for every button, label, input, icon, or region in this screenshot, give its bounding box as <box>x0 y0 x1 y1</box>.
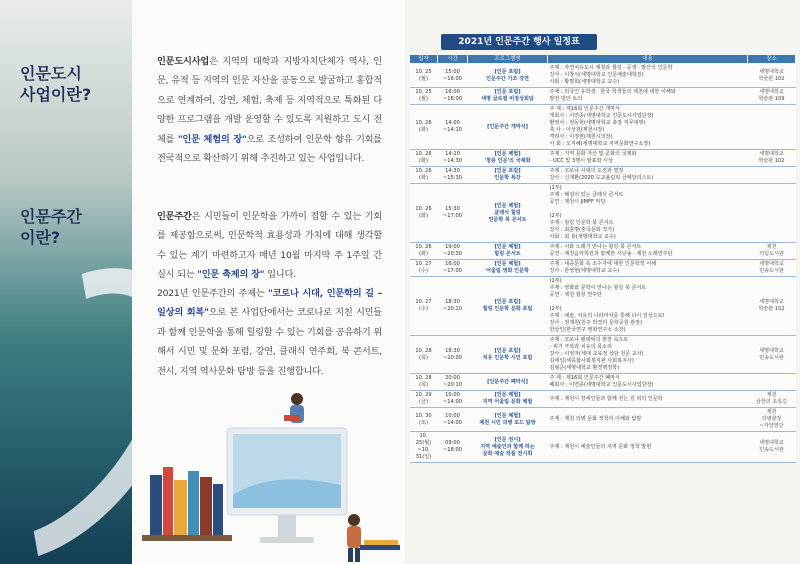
paragraph-text: 은 지역의 대학과 지방자치단체가 역사, 인문, 유적 등 지역의 인문 자산을 공동으로 발굴하고 홍합적으로 연계하여, 강연, 체험, 축제 등 지역적으로 특화된 다양한 프로그램을 개발 운영할 수 있도록 지원하고 도시 전체를 <box>157 56 382 145</box>
venue-cell: 제천 의병광장 ~자양영당 <box>748 408 796 432</box>
time-cell: 14:10 ~14:30 <box>438 150 468 167</box>
table-row <box>410 408 796 432</box>
emphasis-text: "코로나 시대, 인문학의 길 –일상의 회복" <box>157 288 382 319</box>
book-stack-icon <box>142 467 232 541</box>
emphasis-text: "인문 체험의 장" <box>177 133 247 145</box>
header-content: 내용 <box>548 55 748 64</box>
paragraph-text: 2021년 인문주간의 주제는 <box>157 288 269 299</box>
date-cell: 10. 28 (목) <box>410 374 438 391</box>
paragraph-humanities-city <box>157 52 382 168</box>
table-row <box>410 105 796 150</box>
program-cell: [인문 전시] 지역 예술인과 함께 하는 문화 예술 작품 전시회 <box>468 432 548 463</box>
content-cell: (1부) 주제 : 해설이 있는 클래식 콘서트 공연 : 제천시 JIMFF 악단 (2부) 주제 : 힐링 인문학 북 콘서트 강사 : 최훈명(충국문화 작가) 사회 : 최 룡(세명대학교 교수) <box>548 184 748 243</box>
venue-cell <box>748 167 796 184</box>
standing-reader-icon <box>347 514 361 562</box>
date-cell: 10. 30 (토) <box>410 408 438 432</box>
program-cell: [인문주간 폐막식] <box>468 374 548 391</box>
decorative-swoosh <box>0 222 132 564</box>
header-program: 프로그램명 <box>468 55 548 64</box>
venue-cell: 세명대학교 학술관 102 <box>748 277 796 336</box>
program-cell: [인문 체험] 어울림 영화 인문학 <box>468 260 548 277</box>
venue-cell: 세명대학교 민송도서관 <box>748 336 796 374</box>
time-cell: 20:00 ~20:10 <box>438 374 468 391</box>
table-row <box>410 184 796 243</box>
table-row <box>410 336 796 374</box>
content-cell: 주제 : 제천시 장애인들과 함께 걷는 길 위의 인문학 <box>548 391 748 408</box>
date-cell: 10. 25(월) ~10. 31(일) <box>410 432 438 463</box>
table-row <box>410 432 796 463</box>
time-cell: 14:30 ~15:30 <box>438 167 468 184</box>
venue-cell <box>748 374 796 391</box>
content-cell: 주제 : 지역 문화 자산 및 문화의 국제화 - UCC 및 3행시 발표와 시상 <box>548 150 748 167</box>
time-cell: 16:00 ~18:00 <box>438 88 468 105</box>
date-cell: 10. 26 (화) <box>410 105 438 150</box>
sidebar <box>0 0 132 564</box>
date-cell: 10. 26 (화) <box>410 150 438 167</box>
venue-cell: 세명대학교 민송도서관 <box>748 260 796 277</box>
table-row <box>410 374 796 391</box>
program-cell: [인문 체험] 힐링 콘서트 <box>468 243 548 260</box>
table-row <box>410 260 796 277</box>
date-cell: 10. 25 (월) <box>410 64 438 88</box>
time-cell: 15:30 ~17:00 <box>438 184 468 243</box>
time-cell: 19:00 ~20:30 <box>438 243 468 260</box>
desk-books-icon <box>360 540 400 550</box>
paragraph-text: 으로 조성하여 인문학 향유 기회를 전국적으로 확산하기 위해 추진하고 있는 사업입니다. <box>157 133 382 165</box>
venue-cell: 세명대학교 학술관 109 <box>748 88 796 105</box>
header-date: 일자 <box>410 55 438 64</box>
table-row <box>410 64 796 88</box>
table-row <box>410 167 796 184</box>
program-cell: [인문 포럼] 세명 글로컬 비정상회담 <box>468 88 548 105</box>
schedule-panel <box>405 0 800 564</box>
program-cell: [인문 체험] 제천 시민 의병 로드 탐방 <box>468 408 548 432</box>
program-cell: [인문 체험] 클래식 힐링 인문학 북 콘서트 <box>468 184 548 243</box>
time-cell: 15:00 ~16:00 <box>438 64 468 88</box>
program-cell: [인문주간 개막식] <box>468 105 548 150</box>
venue-cell: 제천 삼한의 초록길 <box>748 391 796 408</box>
venue-cell: 세명대학교 학술관 102 <box>748 150 796 167</box>
date-cell: 10. 27 (수) <box>410 260 438 277</box>
venue-cell <box>748 184 796 243</box>
time-cell: 18:30 ~20:10 <box>438 277 468 336</box>
date-cell: 10. 26 (화) <box>410 184 438 243</box>
time-cell: 09:00 ~18:00 <box>438 432 468 463</box>
content-cell: 주제 : 코로나 시대의 도전과 열정 강사 : 신재환(2020 도교올림픽 금메달리스트) <box>548 167 748 184</box>
content-cell: 주제 : 제천 의병 문화 정착의 이해와 탐방 <box>548 408 748 432</box>
table-row <box>410 391 796 408</box>
content-cell: 주제 : 외국인 유학생 · 한국 학생들의 제천에 대한 이해와 발전 방안 토의 <box>548 88 748 105</box>
paragraph-2021-theme <box>157 284 382 381</box>
time-cell: 14:00 ~14:10 <box>438 105 468 150</box>
venue-cell <box>748 105 796 150</box>
program-cell: [인문 포럼] 힐링 인문학 문화 포럼 <box>468 277 548 336</box>
content-cell: 주 제 : 제16회 인문주간 폐막식 폐회사 : 이연종(세명대학교 인문도시사업단장) <box>548 374 748 391</box>
program-cell: [인문 포럼] 인문주간 기조 강연 <box>468 64 548 88</box>
time-cell: 18:30 ~20:00 <box>438 336 468 374</box>
content-cell: 주제 : 대중문화 속 소수자에 대한 인문학적 이해 강사 : 한영현(세명대학교 교수) <box>548 260 748 277</box>
paragraph-humanities-week <box>157 207 382 285</box>
content-cell: 주제 : 자연치유도시 제천과 힐링 · 공생 · 발산의 인문학 강사 : 이창식(세명대학교 인문예술대학장) 사회 : 황명희(세명대학교 교수) <box>548 64 748 88</box>
date-cell: 10. 26 (화) <box>410 167 438 184</box>
content-cell: 주제 : 시와 노래가 만나는 힐링 북 콘서트 공연 : 제천음악학원과 함께한 시낭송 · 제천 노래연주단 <box>548 243 748 260</box>
content-cell: 주제 : 코로나 팬데믹의 현장 속으로 - 위기 극복과 치유의 목소리 강사 : 이영자(세대 교육정 상담 전문 교사) 김세일(세종합사회복지관 사회복지사) 김형준(세명대학교 환경행정학) <box>548 336 748 374</box>
venue-cell: 제천 의림도서관 <box>748 243 796 260</box>
term-humanities-city: 인문도시사업 <box>157 56 210 67</box>
paragraph-text: 은 시민들이 인문학을 가까이 접할 수 있는 기회를 제공함으로써, 인문학적 효용성과 가치에 대해 생각할 수 있는 계기 마련하고자 매년 10월 마지막 주 1주일 간 실시 되는 <box>157 211 382 281</box>
program-cell: [인문 체험] 지역 어울림 문화 체험 <box>468 391 548 408</box>
term-humanities-week: 인문주간 <box>157 211 192 222</box>
emphasis-text: "인문 축제의 장" <box>197 269 265 281</box>
date-cell: 10. 26 (화) <box>410 243 438 260</box>
content-cell: 주 제 : 제16회 인문주간 개막식 개회사 : 이연종(세명대학교 인문도시사업단장) 환영사 : 권동현(세명대학교 총장 직무대행) 축 사 : 이상천(제천시장) 격려사 : 이정현(제천시의장) 사 회 : 오지혜(세명대학교 지역문화연구소장) <box>548 105 748 150</box>
reader-figure-icon <box>284 393 304 423</box>
schedule-table <box>409 54 796 463</box>
program-cell: [인문 체험] '청풍 인문'의 국제화 <box>468 150 548 167</box>
section-title-humanities-city: 인문도시 사업이란? <box>20 64 92 104</box>
paragraph-text: 입니다. <box>264 269 296 281</box>
date-cell: 10. 29 (금) <box>410 391 438 408</box>
header-time: 시간 <box>438 55 468 64</box>
header-venue: 장소 <box>748 55 796 64</box>
intro-panel <box>132 0 405 564</box>
table-row <box>410 88 796 105</box>
date-cell: 10. 28 (목) <box>410 336 438 374</box>
venue-cell: 세명대학교 민송도서관 <box>748 432 796 463</box>
date-cell: 10. 27 (수) <box>410 277 438 336</box>
schedule-title: 2021년 인문주간 행사 일정표 <box>441 34 597 50</box>
program-cell: [인문 포럼] 치유 인문학 시민 포럼 <box>468 336 548 374</box>
content-cell: 주제 : 제천시 예술인들의 지역 문화 정착 발현 <box>548 432 748 463</box>
venue-cell: 세명대학교 학술관 102 <box>748 64 796 88</box>
content-cell: (1부) 주제 : 영화와 문학이 만나는 힐링 북 콘서트 공연 : 제천 합창 연주단 (2부) 주제 : 예술, 치유의 나라마치를 통해 다시 일상으로! 강사 : 정재원(원주 박경리 문학공원 관장) 한상인(한국연구 영화연구소 소장) <box>548 277 748 336</box>
time-cell: 10:00 ~14:00 <box>438 391 468 408</box>
time-cell: 10:00 ~14:00 <box>438 408 468 432</box>
table-row <box>410 150 796 167</box>
monitor-books-illustration <box>132 385 405 564</box>
section-title-humanities-week: 인문주간 이란? <box>20 207 82 247</box>
date-cell: 10. 25 (월) <box>410 88 438 105</box>
program-cell: [인문 포럼] 인문학 특강 <box>468 167 548 184</box>
paragraph-text: 으로 본 사업단에서는 코로나로 지친 시민들과 함께 인문학을 통해 힐링할 수 있는 기회를 공유하기 위해서 시민 및 문화 포럼, 강연, 클래식 연주회, 북 콘서트, 전시, 지역 역사문화 탐방 등을 진행합니다. <box>157 307 382 377</box>
table-header-row <box>410 55 796 64</box>
time-cell: 16:00 ~17:00 <box>438 260 468 277</box>
table-row <box>410 277 796 336</box>
table-row <box>410 243 796 260</box>
